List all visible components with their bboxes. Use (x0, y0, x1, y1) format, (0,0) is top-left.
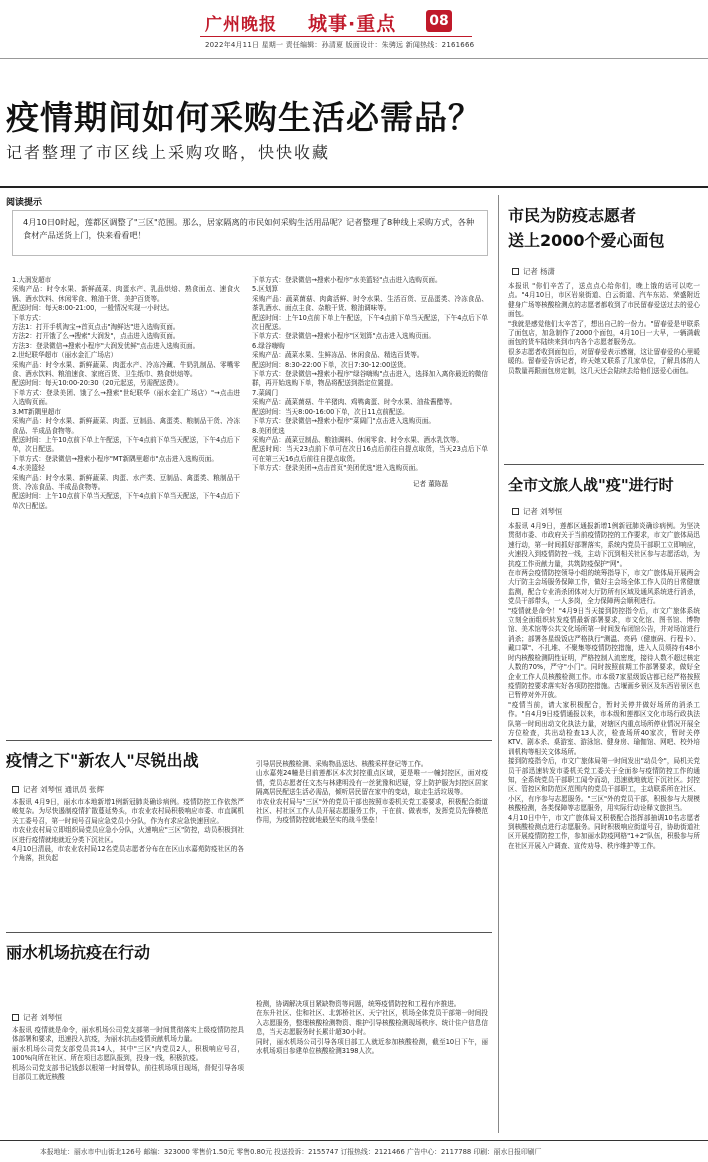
farmers-paragraph: 市农业农村局与"三区"外的党员干部也按照市委机关党工委要求，积极配合街道社区、村社区工作人员开展志愿服务工作，干在前、做表率，发挥党员先锋模范作用，为疫情防控就地最坚实的战斗堡垒！ (256, 797, 488, 825)
volunteers-byline (512, 266, 555, 277)
volunteers-paragraph: 本报讯 "你们辛苦了，送点点心给你们，晚上饿的话可以吃一点。"4月10日，市区岩泉街道、白云街道、汽车东站、荣盛附近健身广场等核酸检测点的志愿者都收到了市民留春爱送过去的爱心面包。 (508, 282, 700, 319)
culture-paragraph: 在市两会疫情防控领导小组的统筹指导下，市文广旅体局开展两会大厅防主会场服务保障工作，做好主会场全体工作人员的日常健康监测，配合专业消杀团体对大厅防所有区域及通风系统进行消杀，党员干部带头，一人多岗，全力保障两会顺利进行。 (508, 569, 700, 606)
shopping-paragraph: 配送时间：上午10点前下单上午配送，下午4点前下单当天配送，下午4点后下单，次日配送。 (12, 435, 240, 454)
airport-paragraph: 丽水机场公司党支部党员共14人，其中"三区"内党员2人，积极响应号召，100%向所在社区、所在项目志愿队报到，投身一线，积极抗疫。 (12, 1044, 244, 1063)
divider (0, 186, 708, 188)
shopping-paragraph: 采购产品：蔬菜菌菇、肉禽活鲜、时令水果、生活百货、豆品蛋类、冷冻食品、茶乳酒水、面点主食、杂粮干货、粮油调味等。 (252, 294, 488, 313)
shopping-paragraph: 采购产品：蔬菜豆制品、粮油调料、休闲零食、时令水果、酒水乳饮等。 (252, 435, 463, 444)
airport-column-1 (12, 1026, 244, 1082)
farmers-paragraph: 市农业农村局立即组织局党员应急小分队，火速响应"三区"防控，动员积极到社区进行疫情就地就近分类下沉社区。 (12, 826, 244, 844)
headline: 疫情期间如何采购生活必需品？ (6, 98, 482, 137)
airport-paragraph: 机场公司党支部书记钱彭以根第一时间带队，前往机场项目现场，督促引导各项目部员工就近核酸 (12, 1063, 244, 1082)
shopping-paragraph: 下单方式：登录美团→点击首页"美团优选"进入选购页面。 (252, 464, 422, 473)
shopping-paragraph: 采购产品：时令水果、新鲜蔬菜、肉蛋、水产类、豆制品、禽蛋类、粮制品干货、冷冻食品、半成品食物等。 (12, 473, 240, 491)
divider (0, 58, 708, 59)
culture-paragraph: "疫情就是命令！"4月9日当天接到防控指令后，市文广旅体系统立刻全面组织转发疫情最新部署要求，市文化馆、图书馆、博物馆、美术馆等公共文化场所第一时间发布闭馆公告，并对场馆进行消杀；部署各星级饭店严格执行"测温、亮码（健康码、行程卡）、戴口罩"、不扎堆、不聚集等疫情防控措施，进入人员须持有48小时内核酸检测阴性证明，严格控制人流密度，接待人数不超过核定人数的70%，严守"小门"。同时按照前期工作部署要求，做好全企业工作人员核酸检测工作。市本级7家星级饭店都已经严格按照疫情防控要求落实好各项防控措施。古堰画乡景区及东西岩景区也已暂停对外开放。 (508, 606, 700, 700)
shopping-paragraph: 配送时间：当天23点前下单可在次日16点后前往自提点取货，当天23点后下单可在第三天16点后前往自提点取货。 (252, 445, 488, 463)
culture-paragraph: 本报讯 4月9日，莲都区通报新增1例新冠肺炎确诊病例。为坚决贯彻市委、市政府关于当前疫情防控的工作要求，市文广旅体局迅速行动，第一时间抓好部署落实，系统内党员干部职工立即响应，火速投入到疫情防控一线，主动下沉到相关社区参与志愿活动，为抗疫工作贡献力量，共筑防疫保护"网"。 (508, 522, 700, 568)
culture-paragraph: 接到防疫指令后，市文广旅体局第一时间发出"动员令"，局机关党员干部迅速转发市委机关党工委关于全面参与疫情防控工作的通知，全系统党员干部职工闻令而动，迅速就地就近下沉社区。封控区、管控区和防范区范围内的党员干部职工，主动联系所在社区、小区，有序参与志愿服务。"三区"外的党员干部，积极参与大规模核酸检测，各类保障等志愿服务，用实际行动诠释文旅担当。 (508, 757, 700, 813)
culture-paragraph: "疫情当前，请大家积极配合，暂时关停并做好场所的消杀工作。"自4月9日疫情通报以来，市本级和莲都区文化市场行政执法队第一时间出动文化执法力量，对辖区内重点场所停业情况开展全方位检查，共出动检查13人次，检查场所40家次，暂时关停KTV、剧本杀、桌游室、游泳馆、健身房、瑜伽馆、网吧、校外培训机构等相关文体场所。 (508, 700, 700, 756)
square-icon (12, 1014, 19, 1021)
culture-byline (512, 506, 562, 517)
shopping-paragraph: 8.美团优选 (252, 426, 285, 435)
farmers-paragraph: 本报讯 4月9日，丽水市本地新增1例新冠肺炎确诊病例。疫情防控工作依然严峻复杂。为尽快遏制疫情扩散蔓延势头，市农业农村局积极响应市委、市直属机关工委号召，第一时间号召局应急党员小分队，作为有求应急快速回应。 (12, 798, 244, 825)
farmers-column-1 (12, 798, 244, 864)
volunteers-paragraph: 很多志愿者收到面包后，对留春爱表示感谢，这让留春爱的心里暖暖的。留春爱告诉记者，昨天她又联系了几家单位，了解具体的人员数量再跟面包房定制，这几天还会陆续去给他们送爱心面包。 (508, 347, 700, 375)
intro-text: 4月10日0时起，莲都区调整了"三区"范围。那么，居家隔离的市民如何采购生活用品呢？记者整理了8种线上采购方式，各种食材产品送货上门，快来看看吧！ (23, 217, 475, 240)
shopping-paragraph: 采购产品：时令水果、新鲜蔬菜、肉蛋水产、乳品烘焙、熟食面点、速食火锅、酒水饮料、休闲零食、粮油干货、美护百货等。 (12, 285, 240, 303)
farmers-paragraph: 4月10日清晨，市农业农村局12名党员志愿者分布在在区山水嘉苑防疫社区的各个角落，担负起 (12, 845, 244, 863)
footer: 本报地址：丽水市中山街北126号 邮编：323000 零售价1.50元 零售0.80元 投送投诉：2155747 订报热线：2121466 广告中心：2117788 印刷：丽水日报印刷厂 (40, 1148, 542, 1156)
shopping-paragraph: 采购产品：蔬菜菌菇、牛羊猪肉、鸡鸭禽蛋、时令水果、油盐酱醋等。 (252, 398, 457, 407)
airport-paragraph: 在东升社区、佳和社区、北郭桥社区、天宁社区，机场全体党员干部第一时间投入志愿服务，整理核酸检测物资、维护引导核酸检测现场秩序、统计住户信息信息，当天志愿服务时长累计超30小时。 (256, 1009, 488, 1037)
subheadline: 记者整理了市区线上采购攻略，快快收藏 (6, 143, 331, 162)
shopping-paragraph: 配送时间：8:30-22:00下单，次日7:30-12:00送货。 (252, 360, 411, 369)
airport-title: 丽水机场抗疫在行动 (6, 943, 151, 962)
shopping-paragraph: 配送时间：每天10:00-20:30（20元起送，另需配送费）。 (12, 379, 183, 388)
shopping-paragraph: 配送时间：当天8:00-16:00下单，次日11点前配送。 (252, 407, 409, 416)
farmers-column-2 (256, 760, 488, 826)
shopping-paragraph: 下单方式：登录微信→搜索小程序"水美篮轻"点击进入选购页面。 (252, 276, 442, 284)
farmers-paragraph: 山水嘉苑24幢是目前莲都区本次封控重点区域，更是唯一一幢封控区，面对疫情，党员志愿者任文杰与林建明没有一丝犹豫和迟疑，穿上防护服为封控区居家隔离居民配送生活必需品，倾听居民留在家中的变动，取走生活垃圾等。 (256, 769, 488, 797)
intro-box (12, 210, 488, 256)
shopping-paragraph: 下单方式：登录微信→搜索小程序"区划算"点击进入选购页面。 (252, 332, 436, 341)
farmers-byline (12, 784, 104, 795)
footer-rule (0, 1140, 708, 1141)
newspaper-logo: 广州晚报 (205, 15, 277, 35)
shopping-paragraph: 方法2：打开饿了么→搜索"大润发"，点击进入选购页面。 (12, 332, 180, 341)
shopping-paragraph: 方法3：登录微信→搜索小程序"大润发优鲜"点击进入选购页面。 (12, 341, 200, 350)
shopping-paragraph: 采购产品：时令水果、新鲜蔬菜、肉蛋水产、冷冻冷藏、牛奶乳制品、零嘴零食、酒水饮料、粮油速食、家庭百货、卫生纸巾、熟食烘焙等。 (12, 360, 240, 379)
shopping-column-right (252, 276, 488, 489)
airport-column-2 (256, 1000, 488, 1056)
page-number: 08 (426, 10, 452, 32)
shopping-column-left (12, 276, 240, 511)
culture-paragraph: 4月10日中午，市文广旅体局又积极配合指挥部抽调10名志愿者到核酸检测点进行志愿服务。同时积极响应街道号召，协助街道社区开展疫情防控工作，参加丽水防疫网格"1+2"队伍，积极参与所在社区开展入户调查、宣传劝导、秩序维护等工作。 (508, 813, 700, 850)
shopping-paragraph: 下单方式： (12, 313, 45, 322)
volunteers-title-line2: 送上2000个爱心面包 (508, 231, 665, 250)
shopping-paragraph: 配送时间：每天8:00-21:00，一般情况实现一小时达。 (12, 304, 174, 313)
square-icon (512, 508, 519, 515)
square-icon (12, 786, 19, 793)
masthead-info: 2022年4月11日 星期一 责任编辑：孙清夏 版面设计：朱骋远 新闻热线：2161666 (205, 41, 475, 49)
culture-body (508, 522, 700, 851)
shopping-paragraph: 下单方式：登录微信→搜索小程序"MT新隅里超市"点击进入选购页面。 (12, 454, 218, 463)
farmers-title: 疫情之下"新农人"尽锐出战 (6, 751, 199, 770)
shopping-paragraph: 方法1：打开手机淘宝→首页点击"淘鲜达"进入选购页面。 (12, 323, 180, 332)
airport-paragraph: 本报讯 疫情就是命令，丽水机场公司党支部第一时间贯彻落实上级疫情防控具体部署和要求，迅速投入抗疫，为丽水抗击疫情贡献机场力量。 (12, 1026, 244, 1044)
divider (6, 740, 492, 741)
column-divider (498, 195, 499, 1133)
volunteers-title-line1: 市民为防疫志愿者 (508, 206, 637, 225)
shopping-paragraph: 采购产品：蔬菜水果、生鲜冻品、休闲食品、精选百货等。 (252, 351, 424, 360)
masthead (0, 0, 708, 60)
shopping-paragraph: 5.区划算 (252, 285, 279, 294)
shopping-credit: 记者 董陈磊 (412, 479, 448, 488)
airport-paragraph: 检测，协调解决项目紧缺物资等问题，统筹疫情防控和工程有序推进。 (256, 1000, 461, 1008)
divider (6, 932, 492, 933)
shopping-paragraph: 采购产品：时令水果、新鲜蔬菜、肉蛋、豆制品、禽蛋类、粮制品干货、冷冻食品、半成品食物等。 (12, 417, 240, 435)
divider (504, 464, 704, 465)
square-icon (512, 268, 519, 275)
culture-title: 全市文旅人战"疫"进行时 (508, 476, 674, 494)
volunteers-byline-text: 记者 杨潇 (523, 267, 555, 276)
shopping-paragraph: 7.菜阔门 (252, 388, 279, 397)
airport-paragraph: 同时，丽水机场公司引导各项目部工人就近参加核酸检测，截至10日下午，丽水机场项目参建单位核酸检测3198人次。 (256, 1037, 488, 1056)
shopping-paragraph: 4.水美篮轻 (12, 464, 45, 473)
airport-byline (12, 1012, 62, 1023)
shopping-paragraph: 下单方式：登录美团、饿了么→搜索"世纪联华（丽水金汇广场店）"→点击进入选购页面。 (12, 388, 240, 407)
shopping-paragraph: 下单方式：登录微信→搜索小程序"绿谷嗨购"点击进入，选择加入离你最近的微信群，再开始选购下单，物品将配送到指定位置提。 (252, 370, 488, 388)
reading-tip-label: 阅读提示 (6, 198, 43, 208)
volunteers-body (508, 282, 700, 376)
section-title: 城事·重点 (308, 13, 397, 35)
volunteers-paragraph: "我就是感觉他们太辛苦了，想出自己的一份力。"留春爱是甲联系了面包店，加急制作了2000个面包，4月10日一大早，一辆满载面包的货车陆续来到市内各个志愿者服务点。 (508, 319, 700, 347)
airport-byline-text: 记者 刘琴恒 (23, 1013, 63, 1022)
farmers-byline-text: 记者 刘琴恒 通讯员 张辉 (23, 785, 104, 794)
shopping-paragraph: 6.绿谷嗨购 (252, 341, 285, 350)
shopping-paragraph: 配送时间：上午10点前下单当天配送，下午4点前下单当天配送，下午4点后下单次日配送。 (12, 492, 240, 510)
shopping-paragraph: 1.大润发超市 (12, 276, 52, 284)
shopping-paragraph: 下单方式：登录微信→搜索小程序"菜阔门"点击进入选购页面。 (252, 417, 436, 426)
masthead-rule (200, 36, 472, 37)
farmers-paragraph: 引导居民核酸检测、采购物品送达、核酸采样登记等工作。 (256, 760, 428, 768)
culture-byline-text: 记者 刘琴恒 (523, 507, 563, 516)
shopping-paragraph: 配送时间：上午10点前下单上午配送，下午4点前下单当天配送，下午4点后下单次日配送。 (252, 313, 488, 332)
shopping-paragraph: 2.世纪联华超市（丽水金汇广场店） (12, 351, 118, 360)
shopping-paragraph: 3.MT新隅里超市 (12, 407, 61, 416)
